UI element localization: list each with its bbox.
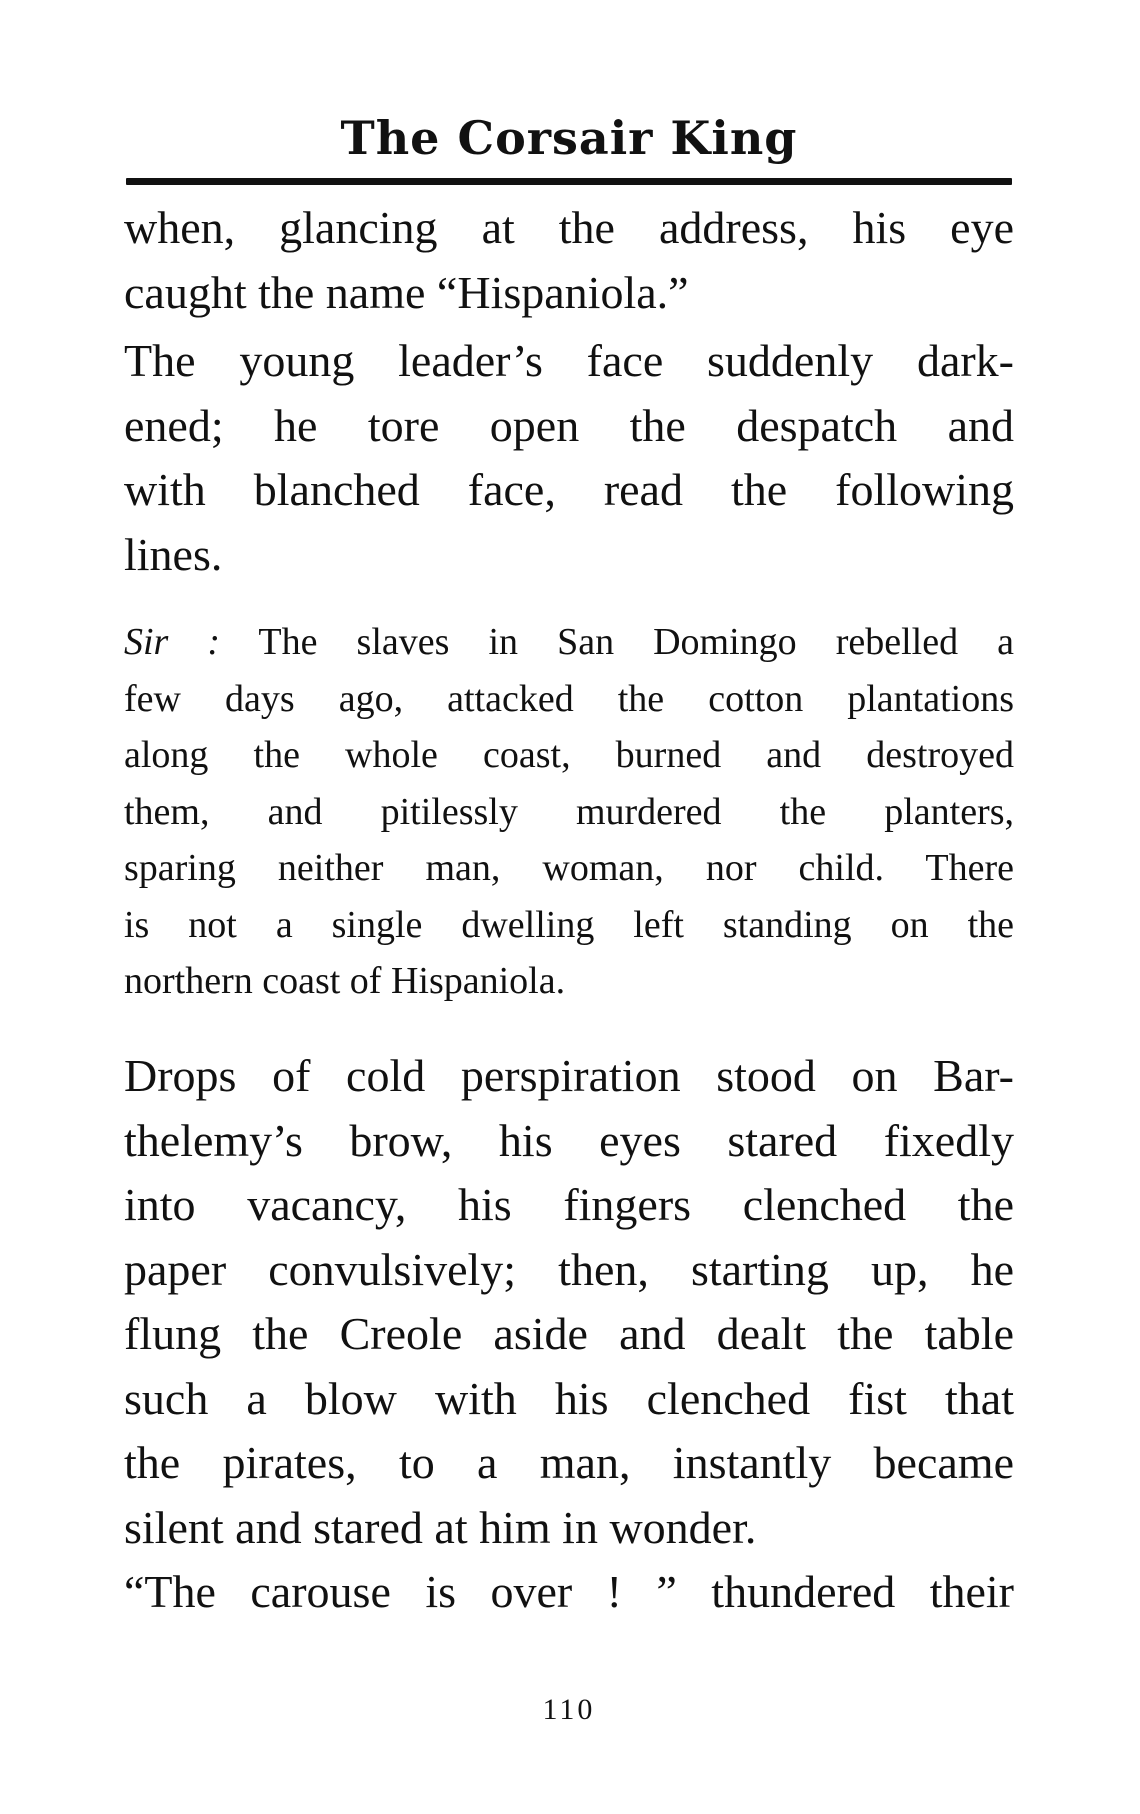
text-line: Drops of cold perspiration stood on Bar-	[124, 1050, 1014, 1101]
text-line: with blanched face, read the following	[124, 464, 1014, 515]
text-line: thelemy’s brow, his eyes stared fixedly	[124, 1114, 1014, 1166]
text-line: the pirates, to a man, instantly became	[124, 1437, 1014, 1488]
letter-salutation: Sir :	[124, 621, 221, 663]
paragraph-barthelemy-reaction	[124, 1044, 1014, 1560]
text-line: silent and stared at him in wonder.	[124, 1501, 757, 1553]
running-head-title: The Corsair King	[340, 111, 798, 165]
text-line: when, glancing at the address, his eye	[124, 202, 1014, 253]
header-rule	[126, 178, 1012, 185]
text-line: into vacancy, his fingers clenched the	[124, 1179, 1014, 1230]
text-line: lines.	[124, 528, 223, 580]
paragraph-continuation	[124, 196, 1014, 325]
text-line: along the whole coast, burned and destroyed	[124, 734, 1014, 776]
text-line: few days ago, attacked the cotton plantations	[124, 677, 1014, 720]
text-line: The young leader’s face suddenly dark-	[124, 335, 1014, 386]
text-line: caught the name “Hispaniola.”	[124, 266, 689, 318]
text-line: flung the Creole aside and dealt the table	[124, 1308, 1014, 1359]
text-line: ened; he tore open the despatch and	[124, 399, 1014, 451]
paragraph-despatch-opened	[124, 329, 1014, 587]
text-line: them, and pitilessly murdered the planters,	[124, 790, 1014, 833]
text-line	[124, 614, 1014, 671]
text-line: “The carouse is over ! ” thundered their	[124, 1566, 1014, 1617]
text-line: paper convulsively; then, starting up, he	[124, 1243, 1014, 1295]
paragraph-carouse-over	[124, 1560, 1014, 1625]
text-line: sparing neither man, woman, nor child. There	[124, 847, 1014, 889]
page-number: 110	[542, 1693, 596, 1726]
letter-line-text: The slaves in San Domingo rebelled a	[258, 621, 1014, 663]
book-page	[124, 0, 1014, 1814]
text-line: is not a single dwelling left standing on the	[124, 903, 1014, 946]
despatch-letter	[124, 614, 1014, 1010]
text-line: northern coast of Hispaniola.	[124, 960, 566, 1002]
text-line: such a blow with his clenched fist that	[124, 1372, 1014, 1424]
